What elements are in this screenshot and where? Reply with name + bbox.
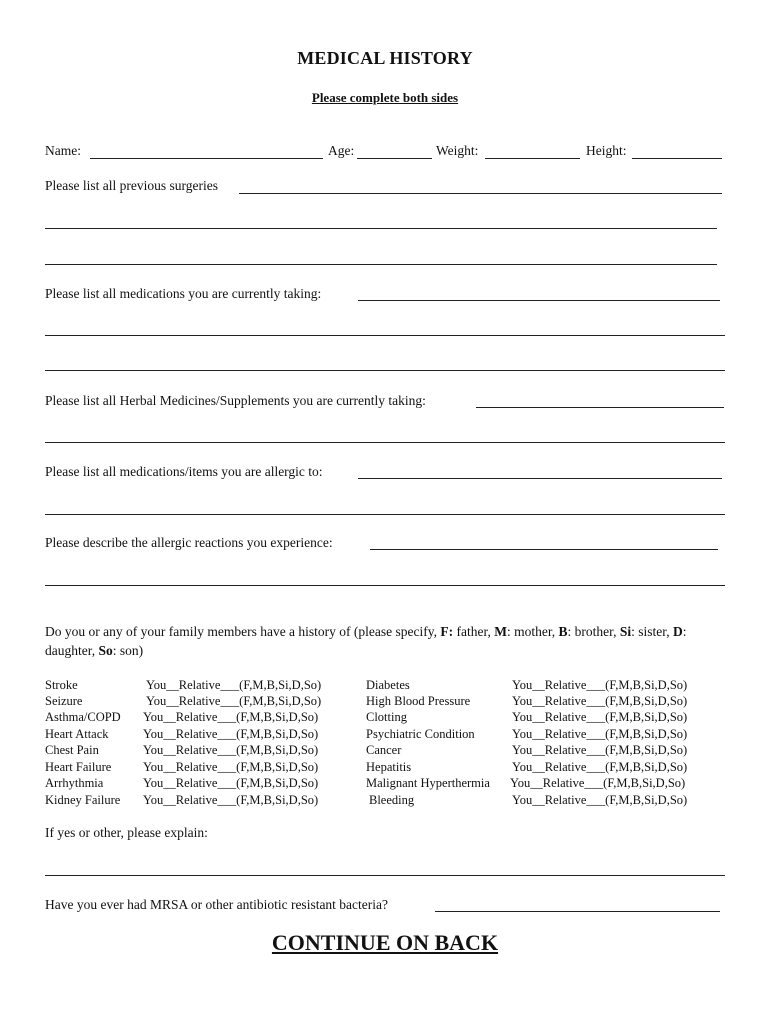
medications-line-2[interactable] bbox=[45, 335, 725, 336]
weight-label: Weight: bbox=[436, 143, 479, 158]
explain-label: If yes or other, please explain: bbox=[45, 825, 208, 840]
condition-response[interactable]: You__Relative___(F,M,B,Si,D,So) bbox=[512, 694, 688, 708]
meaning-daughter: : daughter, bbox=[45, 624, 687, 658]
herbal-line-2[interactable] bbox=[45, 442, 725, 443]
condition-name: Kidney Failure bbox=[45, 793, 121, 807]
condition-response[interactable]: You__Relative___(F,M,B,Si,D,So) bbox=[143, 743, 319, 757]
weight-field[interactable] bbox=[485, 158, 580, 159]
condition-response[interactable]: You__Relative___(F,M,B,Si,D,So) bbox=[512, 743, 688, 757]
condition-response[interactable]: You__Relative___(F,M,B,Si,D,So) bbox=[143, 793, 319, 807]
reactions-field[interactable] bbox=[370, 549, 718, 550]
surgeries-field[interactable] bbox=[239, 193, 722, 194]
meaning-mother: : mother, bbox=[506, 624, 559, 639]
explain-field[interactable] bbox=[45, 875, 725, 876]
surgeries-label: Please list all previous surgeries bbox=[45, 178, 218, 193]
mrsa-label: Have you ever had MRSA or other antibiotic resistant bacteria? bbox=[45, 897, 389, 912]
form-subtitle: Please complete both sides bbox=[311, 90, 459, 105]
allergies-label: Please list all medications/items you are allergic to: bbox=[45, 464, 323, 479]
condition-response[interactable]: You__Relative___(F,M,B,Si,D,So) bbox=[143, 710, 319, 724]
surgeries-line-2[interactable] bbox=[45, 228, 717, 229]
reactions-line-2[interactable] bbox=[45, 585, 725, 586]
condition-response[interactable]: You__Relative___(F,M,B,Si,D,So) bbox=[512, 678, 688, 692]
code-brother: B bbox=[558, 624, 568, 639]
condition-name: Seizure bbox=[45, 694, 83, 708]
condition-name: Heart Failure bbox=[45, 760, 112, 774]
condition-name: Bleeding bbox=[369, 793, 415, 807]
condition-name: Chest Pain bbox=[45, 743, 99, 757]
code-daughter: D bbox=[672, 624, 683, 639]
reactions-label: Please describe the allergic reactions you experience: bbox=[45, 535, 333, 550]
condition-name: Stroke bbox=[45, 678, 78, 692]
name-label: Name: bbox=[45, 143, 81, 158]
condition-name: Clotting bbox=[366, 710, 407, 724]
meaning-son: : son) bbox=[112, 643, 144, 658]
condition-name: Diabetes bbox=[366, 678, 410, 692]
form-title: MEDICAL HISTORY bbox=[297, 48, 473, 68]
condition-response[interactable]: You__Relative___(F,M,B,Si,D,So) bbox=[512, 710, 688, 724]
mrsa-field[interactable] bbox=[435, 911, 720, 912]
condition-name: Psychiatric Condition bbox=[366, 727, 475, 741]
condition-response[interactable]: You__Relative___(F,M,B,Si,D,So) bbox=[146, 678, 322, 692]
intro-prefix: Do you or any of your family members have a history of (please specify, bbox=[45, 624, 441, 639]
condition-name: Cancer bbox=[366, 743, 402, 757]
condition-response[interactable]: You__Relative___(F,M,B,Si,D,So) bbox=[143, 727, 319, 741]
condition-name: Heart Attack bbox=[45, 727, 109, 741]
allergies-field[interactable] bbox=[358, 478, 722, 479]
code-mother: M bbox=[494, 624, 507, 639]
family-history-intro bbox=[45, 622, 725, 660]
condition-response[interactable]: You__Relative___(F,M,B,Si,D,So) bbox=[143, 760, 319, 774]
allergies-line-2[interactable] bbox=[45, 514, 725, 515]
age-field[interactable] bbox=[357, 158, 432, 159]
age-label: Age: bbox=[328, 143, 355, 158]
medications-line-3[interactable] bbox=[45, 370, 725, 371]
code-sister: Si bbox=[619, 624, 632, 639]
condition-name: Hepatitis bbox=[366, 760, 412, 774]
continue-on-back: CONTINUE ON BACK bbox=[271, 930, 499, 955]
condition-name: Asthma/COPD bbox=[45, 710, 121, 724]
condition-response[interactable]: You__Relative___(F,M,B,Si,D,So) bbox=[510, 776, 686, 790]
condition-response[interactable]: You__Relative___(F,M,B,Si,D,So) bbox=[512, 793, 688, 807]
code-father: F: bbox=[440, 624, 454, 639]
medications-field[interactable] bbox=[358, 300, 720, 301]
herbal-label: Please list all Herbal Medicines/Supplements you are currently taking: bbox=[45, 393, 426, 408]
height-label: Height: bbox=[586, 143, 627, 158]
meaning-sister: : sister, bbox=[631, 624, 673, 639]
condition-response[interactable]: You__Relative___(F,M,B,Si,D,So) bbox=[512, 760, 688, 774]
condition-name: Arrhythmia bbox=[45, 776, 104, 790]
condition-name: Malignant Hyperthermia bbox=[366, 776, 490, 790]
medications-label: Please list all medications you are currently taking: bbox=[45, 286, 322, 301]
condition-response[interactable]: You__Relative___(F,M,B,Si,D,So) bbox=[512, 727, 688, 741]
surgeries-line-3[interactable] bbox=[45, 264, 717, 265]
herbal-field[interactable] bbox=[476, 407, 724, 408]
meaning-father: father, bbox=[453, 624, 495, 639]
height-field[interactable] bbox=[632, 158, 722, 159]
code-son: So bbox=[98, 643, 113, 658]
meaning-brother: : brother, bbox=[567, 624, 620, 639]
name-field[interactable] bbox=[90, 158, 323, 159]
condition-response[interactable]: You__Relative___(F,M,B,Si,D,So) bbox=[143, 776, 319, 790]
condition-response[interactable]: You__Relative___(F,M,B,Si,D,So) bbox=[146, 694, 322, 708]
condition-name: High Blood Pressure bbox=[366, 694, 471, 708]
